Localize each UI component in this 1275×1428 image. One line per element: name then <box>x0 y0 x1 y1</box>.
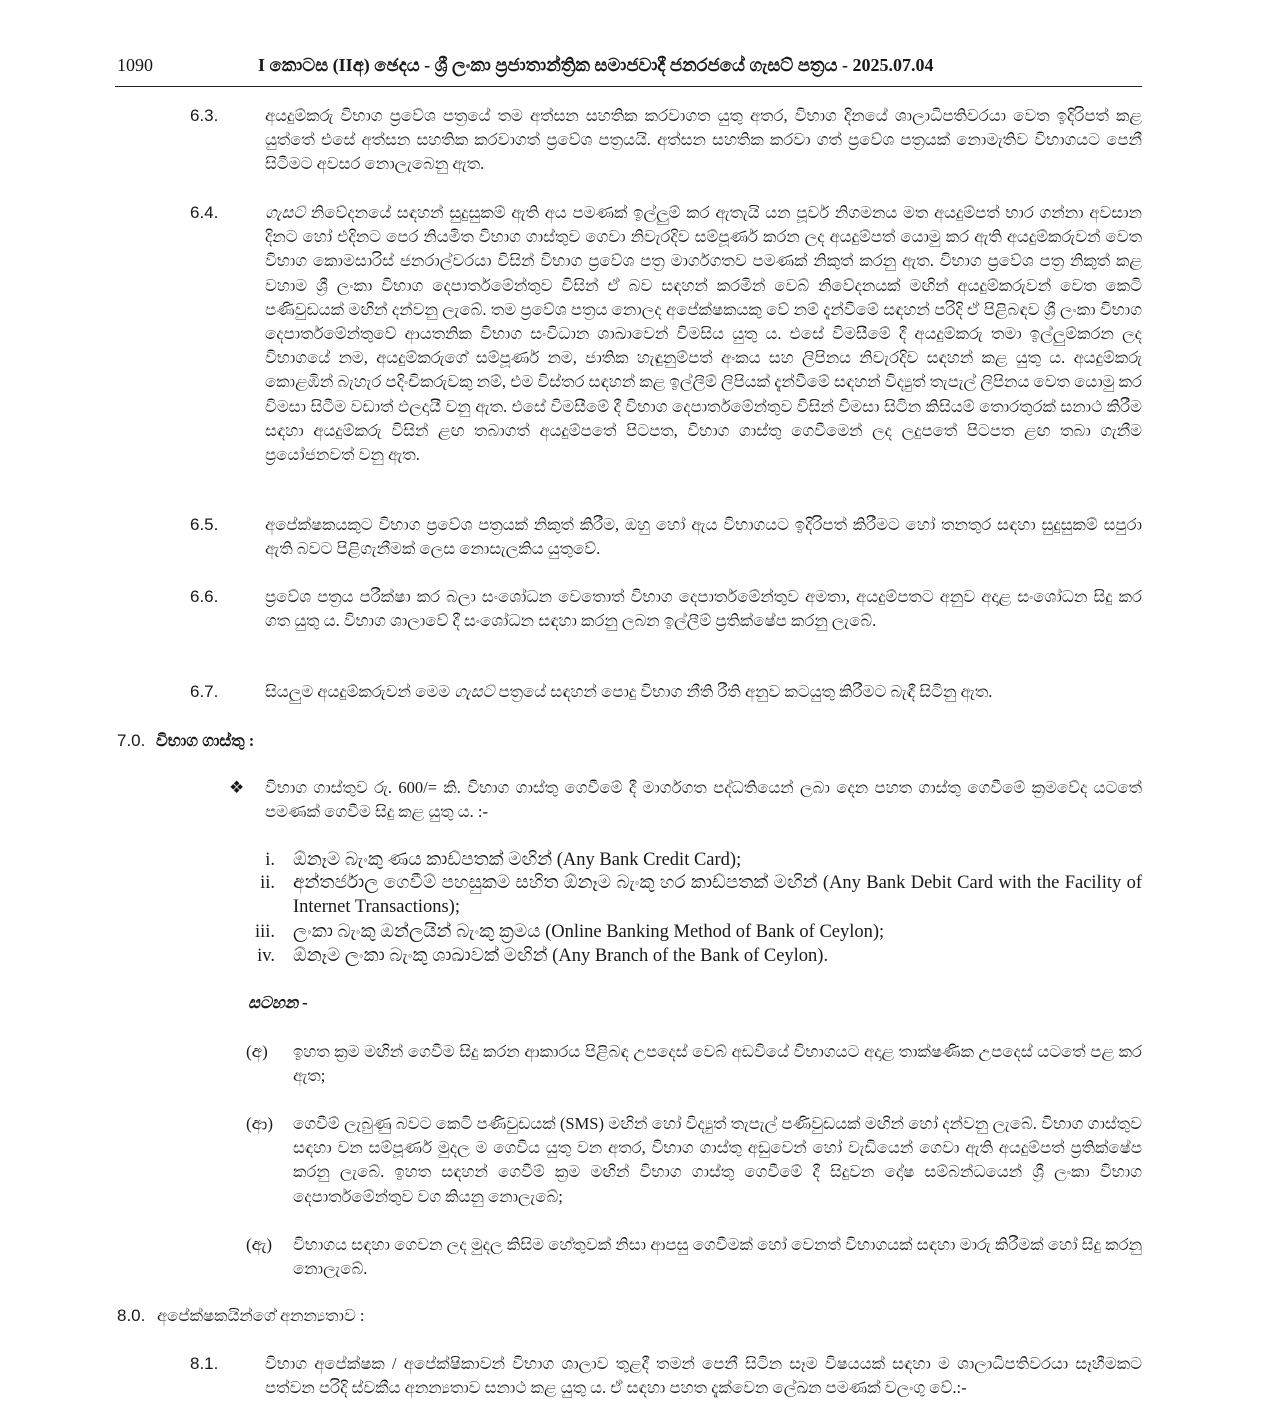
clause-6-5-text: අපේක්ෂකයකුට විභාග ප්‍රවේශ පත්‍රයක් නිකුත් කිරීම, ඔහු හෝ ඇය විභාගයට ඉදිරිපත් කිරීමට හෝ තනතුර සඳහා සුදුසුකම් සපුරා ඇති බවට පිළිගැනීමක් ලෙස නොසැලකිය යුතුවේ. <box>265 515 1142 559</box>
clause-6-6-text: ප්‍රවේශ පත්‍රය පරීක්ෂා කර බලා සංශෝධන වෙතොත් විභාග දෙපාර්තමේන්තුව අමතා, අයදුම්පතට අනුව අදාළ සංශෝධන සිදු කර ගත යුතු ය. විභාග ශාලාවේ දී සංශෝධන සඳහා කරනු ලබන ඉල්ලීම් ප්‍රතික්ෂේප කරනු ලැබේ. <box>265 587 1142 631</box>
payment-method-marker: i. <box>265 850 275 870</box>
clause-6-6-number: 6.6. <box>190 587 219 606</box>
payment-method-marker: iii. <box>254 922 275 942</box>
header-title: I කොටස (IIඅ) ඡෙදය - ශ්‍රී ලංකා ප්‍රජාතාන්ත්‍රික සමාජවාදී ජනරජයේ ගැසට් පත්‍රය - 2025.07.04 <box>258 55 934 75</box>
note-label: සටහන - <box>248 993 308 1012</box>
payment-method-item: ලංකා බැංකු ඔන්ලයින් බැංකු ක්‍රමය (Online Banking Method of Bank of Ceylon); <box>293 922 885 942</box>
clause-6-7-italic: ගැසට් <box>454 682 495 701</box>
note-marker: (ඇ) <box>246 1235 273 1254</box>
clause-6-5-number: 6.5. <box>190 515 219 534</box>
note-item: ගෙවීම් ලැබුණු බවට කෙටි පණිවුඩයක් (SMS) මඟින් හෝ විද්‍යුත් තැපැල් පණිවුඩයක් මඟින් හෝ දන්වනු ලැබේ. විභාග ගාස්තුව සඳහා වන සම්පූර්ණ මුදල ම ගෙවිය යුතු වන අතර, විභාග ගාස්තු අඩුවෙන් හෝ වැඩියෙන් ගෙවා ඇති අයදුම්පත් ප්‍රතික්ෂේප කරනු ලැබේ. ඉහත සඳහන් ගෙවීම් ක්‍රම මඟින් විභාග ගාස්තු ගෙවීමේ දී සිදුවන දෝෂ සම්බන්ධයෙන් ශ්‍රී ලංකා විභාග දෙපාර්තමේන්තුව වග කියනු නොලැබේ; <box>293 1114 1142 1206</box>
section-7-number: 7.0. <box>117 731 146 750</box>
page-number: 1090 <box>117 55 153 75</box>
fee-description: විභාග ගාස්තුව රු. 600/= කි. විභාග ගාස්තු ගෙවීමේ දී මාර්ගගත පද්ධතියෙන් ලබා දෙන පහත ගාස්තු ගෙවීමේ ක්‍රමවේද යටතේ පමණක් ගෙවීම සිදු කළ යුතු ය. :- <box>265 778 1142 822</box>
clause-6-7-text <box>265 680 1142 705</box>
diamond-bullet-icon: ❖ <box>229 778 245 797</box>
payment-method-item: අන්තර්ජාල ගෙවීම් පහසුකම සහිත ඕනෑම බැංකු හර කාඩ්පතක් මඟින් (Any Bank Debit Card with the Facility of Internet Transactions); <box>293 873 1142 917</box>
clause-6-7-text-after: පත්‍රයේ සඳහන් පොදු විභාග නීති රීති අනුව කටයුතු කිරීමට බැඳී සිටිනු ඇත. <box>494 682 993 701</box>
note-item: ඉහත ක්‍රම මඟින් ගෙවීම සිදු කරන ආකාරය පිළිබඳ උපදෙස් වෙබ් අඩවියේ විභාගයට අදාළ තාක්ෂණික උපදෙස් යටතේ පළ කර ඇත; <box>293 1042 1142 1086</box>
section-8-heading: අපේක්ෂකයින්ගේ අනන්‍යතාව : <box>157 1306 365 1325</box>
note-marker: (අ) <box>246 1042 268 1061</box>
payment-method-item: ඕනෑම බැංකු ණය කාඩ්පතක් මඟින් (Any Bank Credit Card); <box>293 850 742 870</box>
clause-6-7-number: 6.7. <box>190 682 219 701</box>
clause-6-3-number: 6.3. <box>190 106 219 125</box>
section-8-number: 8.0. <box>117 1306 146 1325</box>
clause-6-4-number: 6.4. <box>190 203 219 222</box>
clause-6-3-text: අයදුම්කරු විභාග ප්‍රවේශ පත්‍රයේ තම අත්සන සහතික කරවාගත යුතු අතර, විභාග දිනයේ ශාලාධිපතිවරයා වෙත ඉදිරිපත් කළ යුත්තේ එසේ අත්සන සහතික කරවාගත් ප්‍රවේශ පත්‍රයයි. අත්සන සහතික කරවා ගත් ප්‍රවේශ පත්‍රයක් නොමැතිව විභාගයට පෙනී සිටීමට අවසර නොලැබෙනු ඇත. <box>265 106 1142 174</box>
clause-6-4-text <box>265 201 1142 492</box>
note-item: විභාගය සඳහා ගෙවන ලද මුදල කිසිම හේතුවක් නිසා ආපසු ගෙවීමක් හෝ වෙනත් විභාගයක් සඳහා මාරු කිරීමක් හෝ සිදු කරනු නොලැබේ. <box>293 1235 1142 1279</box>
header-rule <box>115 86 1142 87</box>
payment-method-item: ඕනෑම ලංකා බැංකු ශාඛාවක් මඟින් (Any Branch of the Bank of Ceylon). <box>293 946 829 966</box>
clause-8-1-number: 8.1. <box>190 1354 219 1373</box>
section-7-heading: විභාග ගාස්තු : <box>156 731 255 750</box>
clause-6-4-italic-lead: ගැසට් <box>265 203 306 222</box>
clause-6-7-text-before: සියලුම අයදුම්කරුවන් මෙම <box>265 682 455 701</box>
note-marker: (ආ) <box>246 1114 273 1133</box>
payment-method-marker: ii. <box>260 873 275 893</box>
clause-8-1-text: විභාග අපේක්ෂක / අපේක්ෂිකාවන් විභාග ශාලාව තුළදී තමන් පෙනී සිටින සෑම විෂයයක් සඳහා ම ශාලාධිපතිවරයා සෑහීමකට පත්වන පරිදි ස්වකීය අනන්‍යතාව සනාථ කළ යුතු ය. ඒ සඳහා පහත දැක්වෙන ලේඛන පමණක් වලංගු වේ.:- <box>265 1354 1142 1398</box>
clause-6-4-body: නිවේදනයේ සඳහන් සුදුසුකම් ඇති අය පමණක් ඉල්ලුම් කර ඇතැයි යන පූර්ව නිගමනය මත අයදුම්පත් භාර ගන්නා අවසාන දිනට හෝ එදිනට පෙර නියමිත විභාග ගාස්තුව ගෙවා නිවැරදිව සම්පූර්ණ කරන ලද අයදුම්පත් යොමු කර ඇති අයදුම්කරුවන් වෙත විභාග කොමසාරිස් ජනරාල්වරයා විසින් විභාග ප්‍රවේශ පත්‍ර මාර්ගගතව පමණක් නිකුත් කරනු ඇත. විභාග ප්‍රවේශ පත්‍ර නිකුත් කළ වහාම ශ්‍රී ලංකා විභාග දෙපාර්තමේන්තුව විසින් ඒ බව සඳහන් කරමින් වෙබ් නිවේදනයක් මඟින් අයදුම්කරුවන් වෙත කෙටි පණිවුඩයක් මඟින් දන්වනු ලැබේ. තම ප්‍රවේශ පත්‍රය නොලද අපේක්ෂකයකු වේ නම් දැන්වීමේ සඳහන් පරිදි ඒ පිළිබඳව ශ්‍රී ලංකා විභාග දෙපාර්තමේන්තුවේ ආයතනික විභාග සංවිධාන ශාඛාවෙන් විමසිය යුතු ය. එසේ විමසීමේ දී අයදුම්කරු තමා ඉල්ලුම්කරන ලද විභාගයේ නම, අයදුම්කරුගේ සම්පූර්ණ නම, ජාතික හැඳුනුම්පත් අංකය සහ ලිපිනය නිවැරදිව සඳහන් කළ යුතු ය. අයදුම්කරු කොළඹින් බැහැර පදිංචිකරුවකු නම්, එම විස්තර සඳහන් කළ ඉල්ලීම් ලිපියක් දැන්වීමේ සඳහන් විද්‍යුත් තැපැල් ලිපිනය වෙත යොමු කර විමසා සිටීම වඩාත් ඵලදායී වනු ඇත. එසේ විමසීමේ දී විභාග දෙපාර්තමේන්තුව විසින් විමසා සිටින කිසියම් තොරතුරක් සනාථ කිරීම සඳහා අයදුම්කරු විසින් ළඟ තබාගත් අයදුම්පතේ පිටපත, විභාග ගාස්තු ගෙවීමෙන් ලද ලදුපතේ පිටපත ළඟ තබා ගැනීම ප්‍රයෝජනවත් වනු ඇත. <box>265 203 1142 465</box>
payment-method-marker: iv. <box>257 946 275 966</box>
